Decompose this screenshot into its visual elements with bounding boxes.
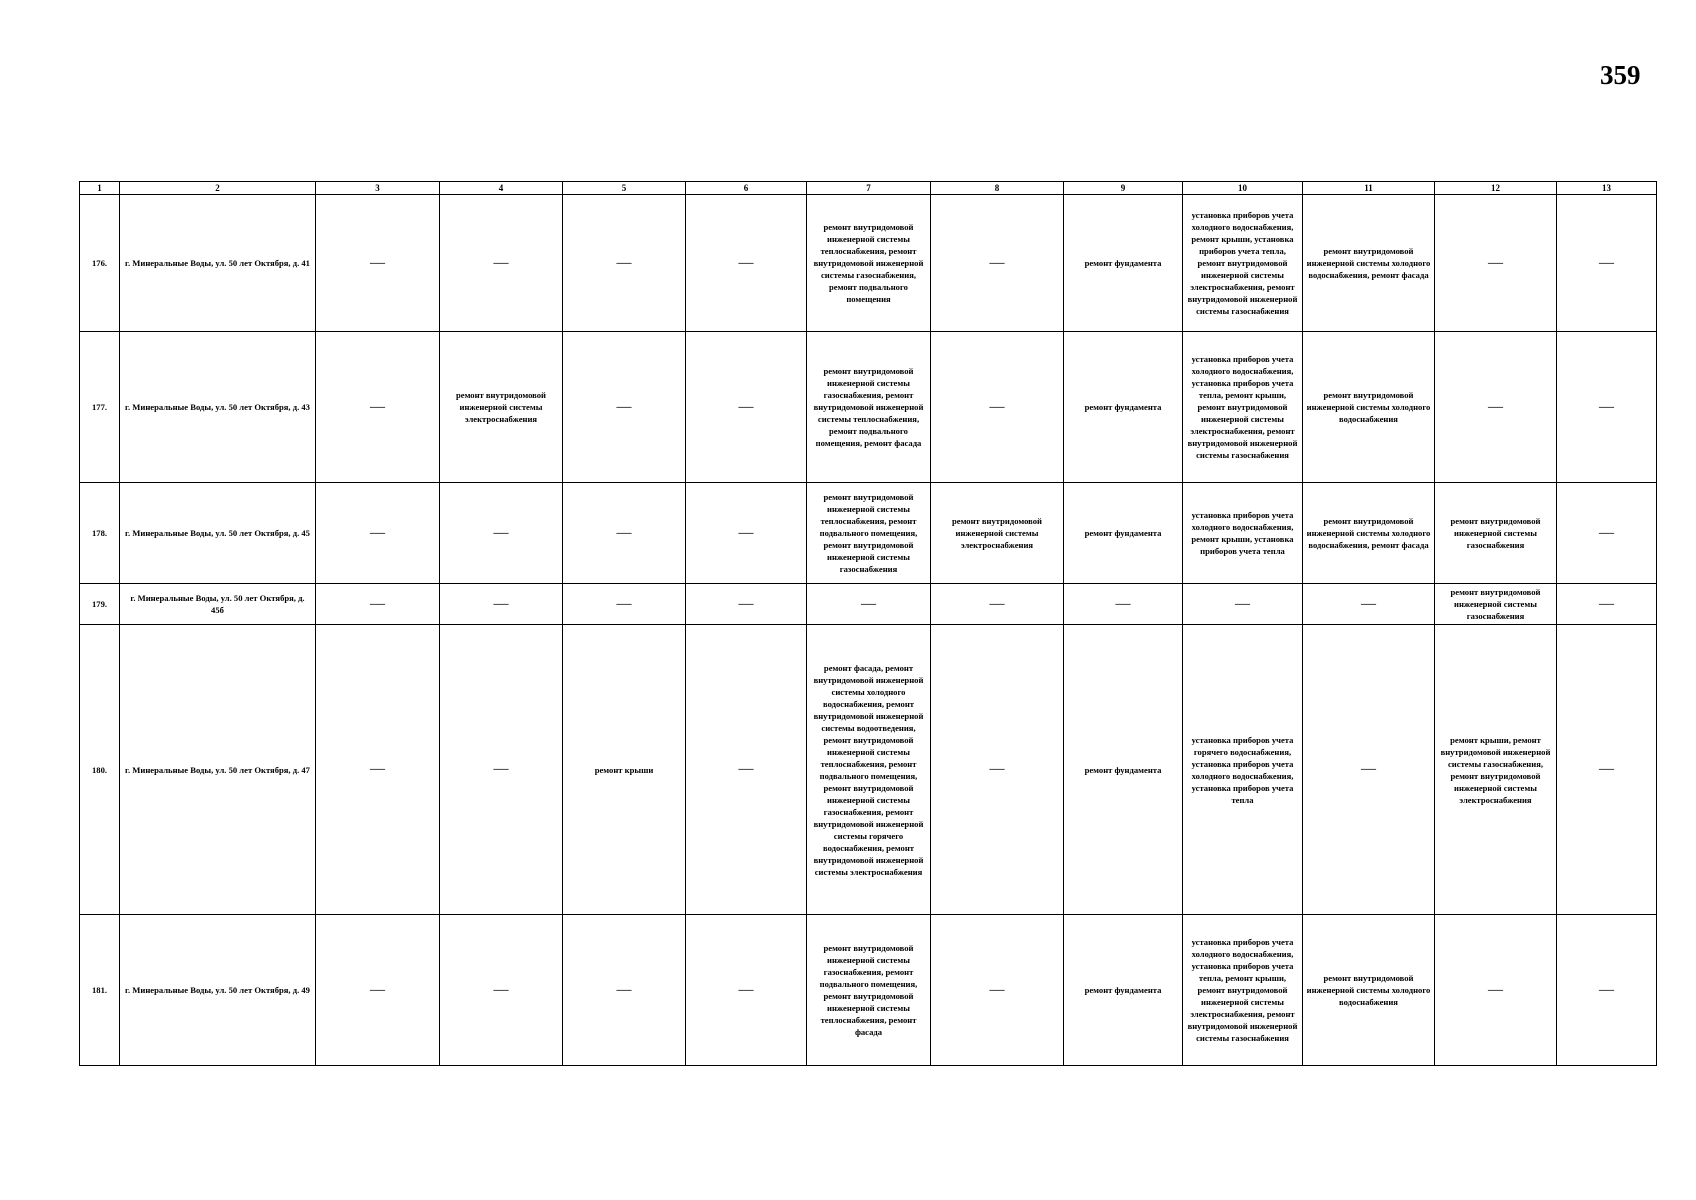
work-cell	[686, 483, 807, 584]
work-cell: ремонт фундамента	[1064, 332, 1183, 483]
work-cell	[686, 332, 807, 483]
table-row	[80, 915, 1657, 1066]
work-cell	[807, 584, 931, 625]
empty-dash: —	[616, 254, 632, 271]
empty-dash: —	[738, 981, 754, 998]
work-cell: ремонт внутридомовой инженерной системы газоснабжения, ремонт подвального помещения, ремонт внутридомовой инженерной системы теплоснабжения, ремонт фасада	[807, 915, 931, 1066]
work-cell: установка приборов учета горячего водоснабжения, установка приборов учета холодного водоснабжения, установка приборов учета тепла	[1183, 625, 1303, 915]
work-cell: ремонт внутридомовой инженерной системы электроснабжения	[440, 332, 563, 483]
column-number: 6	[686, 182, 807, 195]
work-cell	[1435, 332, 1557, 483]
column-number: 2	[120, 182, 316, 195]
row-number: 176.	[80, 195, 120, 332]
repair-plan-table	[79, 181, 1657, 1066]
empty-dash: —	[370, 761, 385, 777]
row-number: 178.	[80, 483, 120, 584]
empty-dash: —	[370, 524, 385, 541]
work-cell: ремонт внутридомовой инженерной системы холодного водоснабжения	[1303, 332, 1435, 483]
table-row	[80, 584, 1657, 625]
work-cell	[686, 625, 807, 915]
empty-dash: —	[738, 524, 754, 541]
empty-dash: —	[1488, 398, 1503, 415]
work-cell	[1435, 915, 1557, 1066]
column-number: 12	[1435, 182, 1557, 195]
work-cell	[1557, 584, 1657, 625]
column-number: 7	[807, 182, 931, 195]
work-cell	[316, 915, 440, 1066]
work-cell	[1435, 195, 1557, 332]
work-cell	[1183, 584, 1303, 625]
work-cell	[563, 332, 686, 483]
work-cell	[440, 915, 563, 1066]
work-cell	[931, 195, 1064, 332]
empty-dash: —	[738, 761, 754, 777]
work-cell	[563, 483, 686, 584]
work-cell: ремонт внутридомовой инженерной системы теплоснабжения, ремонт внутридомовой инженерной системы газоснабжения, ремонт подвального помещения	[807, 195, 931, 332]
empty-dash: —	[1361, 595, 1376, 612]
empty-dash: —	[616, 398, 632, 415]
empty-dash: —	[861, 595, 876, 612]
empty-dash: —	[1599, 398, 1614, 415]
table-row	[80, 625, 1657, 915]
work-cell	[931, 584, 1064, 625]
empty-dash: —	[493, 595, 509, 612]
work-cell	[316, 195, 440, 332]
work-cell: ремонт крыши, ремонт внутридомовой инженерной системы газоснабжения, ремонт внутридомовой инженерной системы электроснабжения	[1435, 625, 1557, 915]
address-cell: г. Минеральные Воды, ул. 50 лет Октября, д. 47	[120, 625, 316, 915]
work-cell: ремонт фундамента	[1064, 915, 1183, 1066]
work-cell: ремонт фундамента	[1064, 195, 1183, 332]
empty-dash: —	[989, 761, 1005, 777]
work-cell	[440, 584, 563, 625]
table-row	[80, 332, 1657, 483]
address-cell: г. Минеральные Воды, ул. 50 лет Октября, д. 45	[120, 483, 316, 584]
work-cell	[563, 195, 686, 332]
empty-dash: —	[1235, 595, 1250, 612]
work-cell: ремонт внутридомовой инженерной системы газоснабжения, ремонт внутридомовой инженерной системы теплоснабжения, ремонт подвального помещения, ремонт фасада	[807, 332, 931, 483]
empty-dash: —	[370, 595, 385, 612]
work-cell	[931, 625, 1064, 915]
work-cell	[1557, 195, 1657, 332]
empty-dash: —	[1599, 761, 1614, 777]
page-number: 359	[1600, 60, 1641, 90]
column-number: 9	[1064, 182, 1183, 195]
work-cell	[316, 483, 440, 584]
work-cell	[316, 332, 440, 483]
row-number: 179.	[80, 584, 120, 625]
column-number: 4	[440, 182, 563, 195]
empty-dash: —	[616, 595, 632, 612]
work-cell: ремонт внутридомовой инженерной системы газоснабжения	[1435, 483, 1557, 584]
work-cell	[1557, 332, 1657, 483]
work-cell	[563, 584, 686, 625]
empty-dash: —	[370, 981, 385, 998]
table-row	[80, 483, 1657, 584]
address-cell: г. Минеральные Воды, ул. 50 лет Октября, д. 43	[120, 332, 316, 483]
work-cell: ремонт внутридомовой инженерной системы холодного водоснабжения	[1303, 915, 1435, 1066]
column-number: 11	[1303, 182, 1435, 195]
work-cell	[931, 915, 1064, 1066]
work-cell: ремонт внутридомовой инженерной системы теплоснабжения, ремонт подвального помещения, ремонт внутридомовой инженерной системы газоснабжения	[807, 483, 931, 584]
empty-dash: —	[989, 398, 1005, 415]
empty-dash: —	[1115, 595, 1131, 612]
empty-dash: —	[989, 595, 1005, 612]
empty-dash: —	[1488, 981, 1503, 998]
work-cell	[440, 625, 563, 915]
work-cell	[1557, 915, 1657, 1066]
work-cell	[1064, 584, 1183, 625]
work-cell: ремонт фундамента	[1064, 483, 1183, 584]
empty-dash: —	[493, 524, 509, 541]
column-number: 10	[1183, 182, 1303, 195]
work-cell: ремонт фундамента	[1064, 625, 1183, 915]
address-cell: г. Минеральные Воды, ул. 50 лет Октября, д. 41	[120, 195, 316, 332]
empty-dash: —	[616, 524, 632, 541]
work-cell: ремонт крыши	[563, 625, 686, 915]
column-number: 3	[316, 182, 440, 195]
empty-dash: —	[738, 398, 754, 415]
table-row	[80, 195, 1657, 332]
empty-dash: —	[493, 254, 509, 271]
row-number: 181.	[80, 915, 120, 1066]
empty-dash: —	[989, 981, 1005, 998]
address-cell: г. Минеральные Воды, ул. 50 лет Октября, д. 45б	[120, 584, 316, 625]
empty-dash: —	[493, 761, 509, 777]
work-cell	[686, 915, 807, 1066]
address-cell: г. Минеральные Воды, ул. 50 лет Октября, д. 49	[120, 915, 316, 1066]
empty-dash: —	[1599, 595, 1614, 612]
work-cell: ремонт внутридомовой инженерной системы электроснабжения	[931, 483, 1064, 584]
work-cell: установка приборов учета холодного водоснабжения, установка приборов учета тепла, ремонт крыши, ремонт внутридомовой инженерной системы электроснабжения, ремонт внутридомовой инженерной системы газоснабжения	[1183, 915, 1303, 1066]
work-cell	[686, 195, 807, 332]
work-cell: ремонт внутридомовой инженерной системы газоснабжения	[1435, 584, 1557, 625]
empty-dash: —	[1599, 981, 1614, 998]
empty-dash: —	[989, 254, 1005, 271]
empty-dash: —	[1599, 524, 1614, 541]
empty-dash: —	[370, 398, 385, 415]
empty-dash: —	[370, 254, 385, 271]
column-number: 8	[931, 182, 1064, 195]
work-cell	[1303, 584, 1435, 625]
work-cell: установка приборов учета холодного водоснабжения, установка приборов учета тепла, ремонт крыши, ремонт внутридомовой инженерной системы электроснабжения, ремонт внутридомовой инженерной системы газоснабжения	[1183, 332, 1303, 483]
column-number-row	[80, 182, 1657, 195]
work-cell	[931, 332, 1064, 483]
empty-dash: —	[1361, 761, 1376, 777]
empty-dash: —	[1599, 254, 1614, 271]
work-cell: установка приборов учета холодного водоснабжения, ремонт крыши, установка приборов учета тепла, ремонт внутридомовой инженерной системы электроснабжения, ремонт внутридомовой инженерной системы газоснабжения	[1183, 195, 1303, 332]
empty-dash: —	[493, 981, 509, 998]
row-number: 177.	[80, 332, 120, 483]
work-cell	[563, 915, 686, 1066]
work-cell	[1303, 625, 1435, 915]
work-cell	[1557, 625, 1657, 915]
work-cell	[1557, 483, 1657, 584]
work-cell	[686, 584, 807, 625]
empty-dash: —	[738, 595, 754, 612]
work-cell: ремонт внутридомовой инженерной системы холодного водоснабжения, ремонт фасада	[1303, 195, 1435, 332]
work-cell: ремонт внутридомовой инженерной системы холодного водоснабжения, ремонт фасада	[1303, 483, 1435, 584]
work-cell: ремонт фасада, ремонт внутридомовой инженерной системы холодного водоснабжения, ремонт внутридомовой инженерной системы водоотведения, ремонт внутридомовой инженерной системы теплоснабжения, ремонт подвального помещения, ремонт внутридомовой инженерной системы газоснабжения, ремонт внутридомовой инженерной системы горячего водоснабжения, ремонт внутридомовой инженерной системы электроснабжения	[807, 625, 931, 915]
work-cell	[316, 625, 440, 915]
work-cell	[440, 195, 563, 332]
empty-dash: —	[616, 981, 632, 998]
work-cell: установка приборов учета холодного водоснабжения, ремонт крыши, установка приборов учета тепла	[1183, 483, 1303, 584]
column-number: 1	[80, 182, 120, 195]
empty-dash: —	[738, 254, 754, 271]
empty-dash: —	[1488, 254, 1503, 271]
row-number: 180.	[80, 625, 120, 915]
column-number: 5	[563, 182, 686, 195]
column-number: 13	[1557, 182, 1657, 195]
work-cell	[316, 584, 440, 625]
work-cell	[440, 483, 563, 584]
